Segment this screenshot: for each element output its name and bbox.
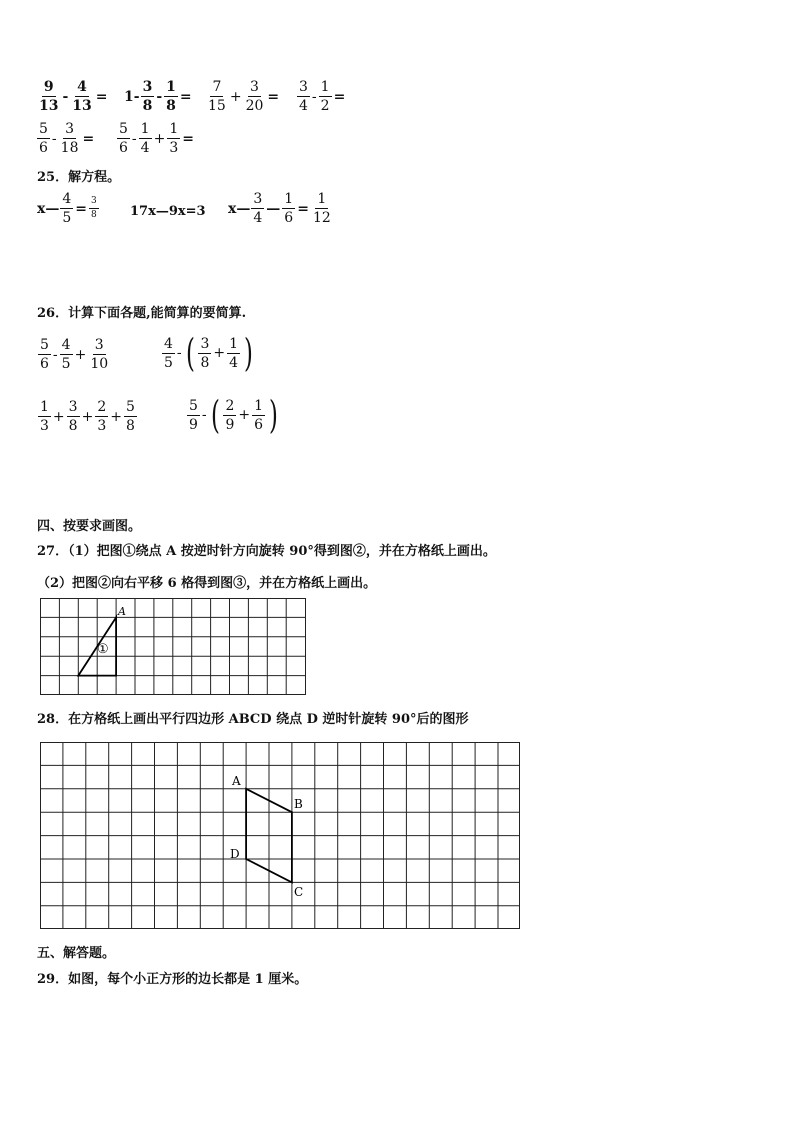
question-28-title: 28．在方格纸上画出平行四边形 ABCD 绕点 D 逆时针旋转 90°后的图形 bbox=[37, 712, 469, 727]
vertex-c-label: C bbox=[294, 885, 304, 899]
question-29-title: 29．如图，每个小正方形的边长都是 1 厘米。 bbox=[37, 972, 308, 987]
calc-row-1-expr-3: $\frac{7}{15}$ + $\frac{3}{20}$ = bbox=[208, 79, 280, 114]
fraction: $\frac{9}{13}$ bbox=[39, 79, 59, 114]
grid-lines bbox=[40, 598, 306, 695]
calc-row-1-expr-4: $\frac{3}{4}$ - $\frac{1}{2}$ = bbox=[299, 79, 346, 114]
simplify-expr-3: $\frac{1}{3}$ + $\frac{3}{8}$ + $\frac{2}{3}$ + $\frac{5}{8}$ bbox=[40, 399, 135, 434]
question-26-title: 26．计算下面各题,能简算的要简算. bbox=[37, 306, 247, 321]
simplify-expr-2: $\frac{4}{5}$ - ( $\frac{3}{8}$ + $\frac{1}{4}$ ) bbox=[164, 331, 253, 375]
equation-1: x— $\frac{4}{5}$ = $\frac{3}{8}$ bbox=[37, 191, 97, 226]
figure-1-label: ① bbox=[97, 642, 109, 657]
vertex-d-label: D bbox=[230, 847, 240, 861]
question-25-title: 25．解方程。 bbox=[37, 170, 121, 185]
calc-row-2-expr-2: $\frac{5}{6}$ - $\frac{1}{4}$ + $\frac{1}{3}$ = bbox=[119, 121, 194, 156]
calc-row-1-expr-2: 1- $\frac{3}{8}$ - $\frac{1}{8}$ = bbox=[124, 79, 192, 114]
grid-lines bbox=[40, 742, 520, 929]
question-27-line-1: 27．（1）把图①绕点 A 按逆时针方向旋转 90°得到图②，并在方格纸上画出。 bbox=[37, 544, 496, 559]
equation-2: 17x—9x=3 bbox=[130, 204, 206, 219]
grid-q27 bbox=[40, 598, 308, 698]
calc-row-1: $\frac{9}{13}$ - $\frac{4}{13}$ = bbox=[39, 79, 108, 114]
fraction: $\frac{4}{13}$ bbox=[72, 79, 92, 114]
vertex-b-label: B bbox=[294, 797, 303, 811]
section-5-title: 五、解答题。 bbox=[37, 946, 116, 961]
point-a-label: A bbox=[118, 605, 126, 618]
simplify-expr-1: $\frac{5}{6}$ - $\frac{4}{5}$ + $\frac{3}{10}$ bbox=[40, 337, 109, 372]
calc-row-2-expr-1: $\frac{5}{6}$ - $\frac{3}{18}$ = bbox=[39, 121, 95, 156]
equation-3: x— $\frac{3}{4}$ — $\frac{1}{6}$ = $\frac{1}{12}$ bbox=[228, 191, 331, 226]
question-27-line-2: （2）把图②向右平移 6 格得到图③，并在方格纸上画出。 bbox=[37, 576, 377, 591]
section-4-title: 四、按要求画图。 bbox=[37, 519, 142, 534]
simplify-expr-4: $\frac{5}{9}$ - ( $\frac{2}{9}$ + $\frac{1}{6}$ ) bbox=[189, 393, 278, 437]
vertex-a-label: A bbox=[232, 774, 241, 788]
grid-q28 bbox=[40, 742, 522, 930]
